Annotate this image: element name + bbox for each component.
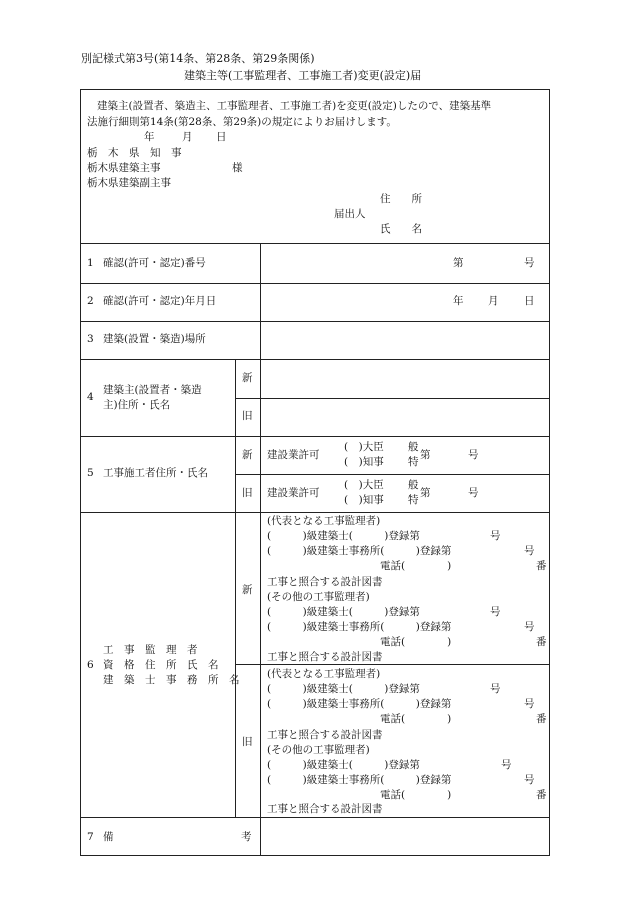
row5-old: 旧 bbox=[242, 487, 253, 499]
row5-label: 工事施工者住所・氏名 bbox=[103, 467, 208, 479]
row6-new-rep-jimusho-go: 号 bbox=[524, 545, 535, 557]
rule-row5-mid bbox=[235, 474, 549, 475]
row6-new-other-kenchikushi-go: 号 bbox=[490, 606, 501, 618]
row6-old-rep-tel: 電話( ) bbox=[380, 713, 452, 725]
row5-new-daijin: ( )大臣 bbox=[344, 441, 384, 453]
row6-old-other-heading: (その他の工事監理者) bbox=[267, 744, 370, 756]
row4-label-2: 主)住所・氏名 bbox=[103, 399, 171, 411]
divider-label-col bbox=[235, 359, 236, 817]
row6-old-other-kenchikushi: ( )級建築士( )登録第 bbox=[267, 759, 420, 771]
row5-new-permit: 建設業許可 bbox=[267, 449, 320, 461]
row6-new-rep-kenchikushi: ( )級建築士( )登録第 bbox=[267, 530, 420, 542]
row6-new-other-kenchikushi: ( )級建築士( )登録第 bbox=[267, 606, 420, 618]
row5-new-dai: 第 bbox=[420, 449, 431, 461]
row2-year: 年 bbox=[453, 295, 464, 307]
row6-new-other-heading: (その他の工事監理者) bbox=[267, 591, 370, 603]
row6-old-rep-jimusho-go: 号 bbox=[524, 698, 535, 710]
rule-intro-bottom bbox=[81, 243, 549, 244]
row5-old-dai: 第 bbox=[420, 487, 431, 499]
applicant-address-label: 住 所 bbox=[380, 193, 422, 205]
row1-number: 1 bbox=[87, 257, 94, 269]
row6-new-rep-kenchikushi-go: 号 bbox=[490, 530, 501, 542]
row6-old: 旧 bbox=[242, 736, 253, 748]
row6-label-2: 資 格 住 所 氏 名 bbox=[103, 659, 219, 671]
row2-month: 月 bbox=[488, 295, 499, 307]
intro-line-1: 建築主(設置者、築造主、工事監理者、工事施工者)を変更(設定)したので、建築基準 bbox=[97, 100, 492, 112]
row1-go: 号 bbox=[524, 257, 535, 269]
row5-old-tokutei: 特 bbox=[408, 494, 419, 506]
row6-old-other-docs: 工事と照合する設計図書 bbox=[267, 803, 383, 815]
row6-old-rep-ban: 番 bbox=[536, 713, 547, 725]
row2-label: 確認(許可・認定)年月日 bbox=[103, 295, 217, 307]
row6-old-other-ban: 番 bbox=[536, 789, 547, 801]
divider-label-col-top bbox=[260, 243, 261, 359]
row6-new-rep-ban: 番 bbox=[536, 560, 547, 572]
row5-old-permit: 建設業許可 bbox=[267, 487, 320, 499]
row5-number: 5 bbox=[87, 467, 94, 479]
row6-old-rep-kenchikushi: ( )級建築士( )登録第 bbox=[267, 683, 420, 695]
rule-row5-bottom bbox=[81, 512, 549, 513]
row6-new-other-jimusho-go: 号 bbox=[524, 621, 535, 633]
row7-number: 7 bbox=[87, 831, 94, 843]
addressee-sama: 様 bbox=[232, 162, 243, 174]
row6-new-rep-docs: 工事と照合する設計図書 bbox=[267, 576, 383, 588]
row6-new-other-jimusho: ( )級建築士事務所( )登録第 bbox=[267, 621, 452, 633]
rule-row2-bottom bbox=[81, 321, 549, 322]
row6-number: 6 bbox=[87, 659, 94, 671]
rule-row3-bottom bbox=[81, 359, 549, 360]
row6-new-other-tel: 電話( ) bbox=[380, 636, 452, 648]
row6-old-rep-jimusho: ( )級建築士事務所( )登録第 bbox=[267, 698, 452, 710]
row6-label-3: 建 築 士 事 務 所 名 bbox=[103, 674, 240, 686]
form-title: 建築主等(工事監理者、工事施工者)変更(設定)届 bbox=[184, 69, 422, 82]
date-month: 月 bbox=[182, 131, 193, 143]
row4-number: 4 bbox=[87, 391, 94, 403]
row7-label-bi: 備 bbox=[103, 831, 114, 843]
rule-row4-bottom bbox=[81, 436, 549, 437]
intro-line-2: 法施行細則第14条(第28条、第29条)の規定によりお届けします。 bbox=[87, 116, 397, 128]
rule-row4-mid bbox=[235, 398, 549, 399]
row6-label-1: 工 事 監 理 者 bbox=[103, 644, 198, 656]
addressee-governor: 栃 木 県 知 事 bbox=[87, 147, 182, 159]
row6-old-rep-kenchikushi-go: 号 bbox=[490, 683, 501, 695]
row5-new: 新 bbox=[242, 449, 253, 461]
form-reference: 別記様式第3号(第14条、第28条、第29条関係) bbox=[81, 52, 315, 65]
row6-old-other-kenchikushi-go: 号 bbox=[501, 759, 512, 771]
row4-old: 旧 bbox=[242, 410, 253, 422]
row2-number: 2 bbox=[87, 295, 94, 307]
form-frame bbox=[80, 89, 550, 856]
applicant-label: 届出人 bbox=[334, 208, 366, 220]
applicant-name-label: 氏 名 bbox=[380, 223, 422, 235]
row6-new-other-docs: 工事と照合する設計図書 bbox=[267, 651, 383, 663]
row5-new-tokutei: 特 bbox=[408, 456, 419, 468]
rule-row1-bottom bbox=[81, 283, 549, 284]
row3-number: 3 bbox=[87, 333, 94, 345]
row6-new-rep-tel: 電話( ) bbox=[380, 560, 452, 572]
row5-new-go: 号 bbox=[468, 449, 479, 461]
row5-new-chiji: ( )知事 bbox=[344, 456, 384, 468]
row1-label: 確認(許可・認定)番号 bbox=[103, 257, 206, 269]
row5-old-daijin: ( )大臣 bbox=[344, 479, 384, 491]
row5-new-ippan: 般 bbox=[408, 441, 419, 453]
row6-new-other-ban: 番 bbox=[536, 636, 547, 648]
rule-row6-bottom bbox=[81, 817, 549, 818]
row6-new: 新 bbox=[242, 584, 253, 596]
row5-old-chiji: ( )知事 bbox=[344, 494, 384, 506]
row5-old-go: 号 bbox=[468, 487, 479, 499]
row3-label: 建築(設置・築造)場所 bbox=[103, 333, 206, 345]
row4-label-1: 建築主(設置者・築造 bbox=[103, 384, 202, 396]
date-year: 年 bbox=[144, 131, 155, 143]
row7-label-kou: 考 bbox=[241, 831, 252, 843]
row6-old-rep-docs: 工事と照合する設計図書 bbox=[267, 729, 383, 741]
row5-old-ippan: 般 bbox=[408, 479, 419, 491]
row6-old-rep-heading: (代表となる工事監理者) bbox=[267, 668, 381, 680]
addressee-chief: 栃木県建築主事 bbox=[87, 162, 161, 174]
row6-old-other-tel: 電話( ) bbox=[380, 789, 452, 801]
row6-new-rep-heading: (代表となる工事監理者) bbox=[267, 515, 381, 527]
row6-old-other-jimusho-go: 号 bbox=[524, 774, 535, 786]
row1-dai: 第 bbox=[453, 257, 464, 269]
divider-newold-col bbox=[260, 359, 261, 817]
row4-new: 新 bbox=[242, 372, 253, 384]
row6-new-rep-jimusho: ( )級建築士事務所( )登録第 bbox=[267, 545, 452, 557]
date-day: 日 bbox=[216, 131, 227, 143]
row2-day: 日 bbox=[524, 295, 535, 307]
row6-old-other-jimusho: ( )級建築士事務所( )登録第 bbox=[267, 774, 452, 786]
divider-label-col-bottom bbox=[260, 817, 261, 855]
rule-row6-mid bbox=[235, 664, 549, 665]
addressee-deputy: 栃木県建築副主事 bbox=[87, 177, 171, 189]
